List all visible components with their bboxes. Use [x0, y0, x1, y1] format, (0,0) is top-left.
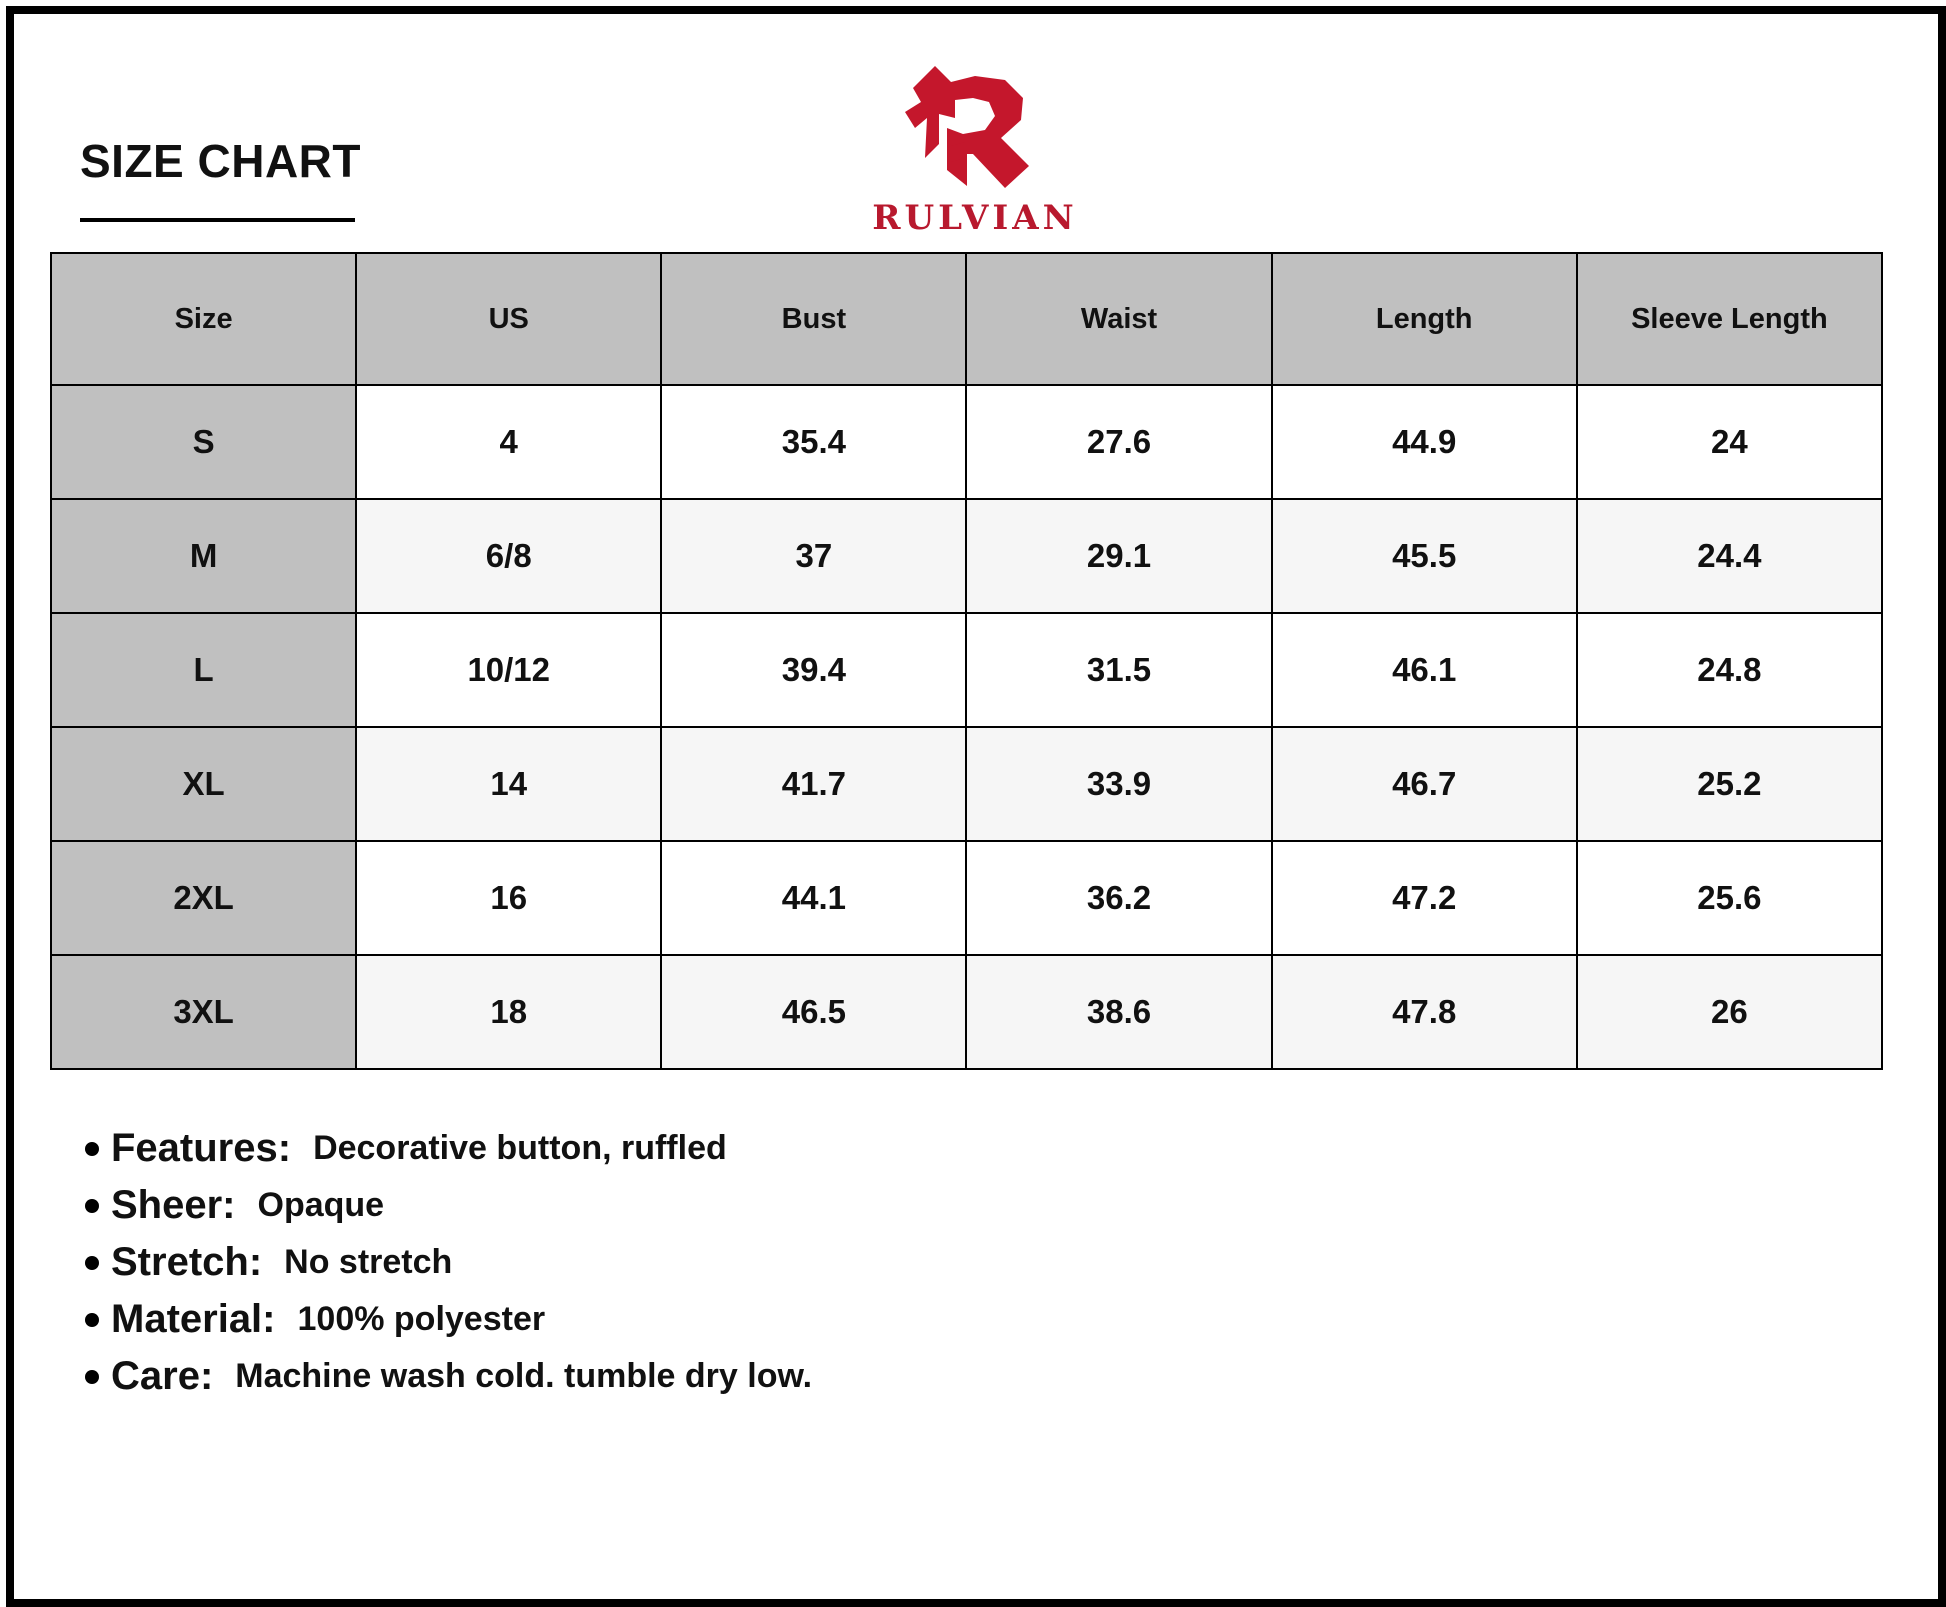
title-underline	[80, 218, 355, 222]
size-label-cell: L	[51, 613, 356, 727]
table-header-row	[51, 253, 1882, 385]
column-header: Waist	[966, 253, 1271, 385]
table-cell: 46.7	[1272, 727, 1577, 841]
table-cell: 39.4	[661, 613, 966, 727]
column-header: Size	[51, 253, 356, 385]
size-label-cell: S	[51, 385, 356, 499]
feature-label: Features:	[111, 1126, 292, 1170]
brand-name: RULVIAN	[872, 198, 1078, 238]
table-cell: 14	[356, 727, 661, 841]
feature-label: Sheer:	[111, 1183, 236, 1227]
table-cell: 26	[1577, 955, 1882, 1069]
size-label-cell: XL	[51, 727, 356, 841]
feature-label: Care:	[111, 1354, 214, 1398]
table-cell: 46.5	[661, 955, 966, 1069]
table-row	[51, 613, 1882, 727]
table-cell: 25.2	[1577, 727, 1882, 841]
bullet-icon	[85, 1256, 99, 1270]
table-cell: 6/8	[356, 499, 661, 613]
table-cell: 16	[356, 841, 661, 955]
column-header: Length	[1272, 253, 1577, 385]
table-cell: 25.6	[1577, 841, 1882, 955]
table-cell: 24.8	[1577, 613, 1882, 727]
table-body	[51, 385, 1882, 1069]
table-cell: 36.2	[966, 841, 1271, 955]
brand-logo	[855, 58, 1095, 238]
rulvian-r-logo-icon	[855, 58, 1095, 198]
feature-value: No stretch	[284, 1243, 453, 1281]
table-cell: 46.1	[1272, 613, 1577, 727]
table-cell: 44.1	[661, 841, 966, 955]
table-cell: 24.4	[1577, 499, 1882, 613]
feature-item	[85, 1348, 812, 1405]
table-row	[51, 727, 1882, 841]
size-label-cell: M	[51, 499, 356, 613]
column-header: Bust	[661, 253, 966, 385]
table-cell: 47.8	[1272, 955, 1577, 1069]
table-cell: 29.1	[966, 499, 1271, 613]
feature-label: Stretch:	[111, 1240, 263, 1284]
feature-item	[85, 1291, 812, 1348]
size-label-cell: 2XL	[51, 841, 356, 955]
table-cell: 41.7	[661, 727, 966, 841]
table-row	[51, 385, 1882, 499]
feature-item	[85, 1234, 812, 1291]
table-cell: 27.6	[966, 385, 1271, 499]
feature-item	[85, 1177, 812, 1234]
column-header: Sleeve Length	[1577, 253, 1882, 385]
bullet-icon	[85, 1370, 99, 1384]
bullet-icon	[85, 1142, 99, 1156]
title-block	[80, 135, 361, 222]
feature-value: Opaque	[257, 1186, 385, 1224]
table-cell: 31.5	[966, 613, 1271, 727]
size-table	[50, 252, 1883, 1070]
column-header: US	[356, 253, 661, 385]
bullet-icon	[85, 1313, 99, 1327]
table-cell: 10/12	[356, 613, 661, 727]
table-row	[51, 841, 1882, 955]
table-cell: 37	[661, 499, 966, 613]
page-title: SIZE CHART	[80, 135, 361, 187]
table-cell: 35.4	[661, 385, 966, 499]
table-row	[51, 499, 1882, 613]
table-cell: 38.6	[966, 955, 1271, 1069]
feature-item	[85, 1120, 812, 1177]
feature-value: Decorative button, ruffled	[313, 1129, 727, 1167]
feature-value: Machine wash cold. tumble dry low.	[235, 1357, 813, 1395]
table-cell: 45.5	[1272, 499, 1577, 613]
table-cell: 4	[356, 385, 661, 499]
table-cell: 44.9	[1272, 385, 1577, 499]
feature-label: Material:	[111, 1297, 276, 1341]
table-cell: 18	[356, 955, 661, 1069]
features-list	[85, 1120, 812, 1405]
bullet-icon	[85, 1199, 99, 1213]
table-cell: 24	[1577, 385, 1882, 499]
table-row	[51, 955, 1882, 1069]
table-cell: 47.2	[1272, 841, 1577, 955]
size-label-cell: 3XL	[51, 955, 356, 1069]
feature-value: 100% polyester	[297, 1300, 546, 1338]
table-cell: 33.9	[966, 727, 1271, 841]
